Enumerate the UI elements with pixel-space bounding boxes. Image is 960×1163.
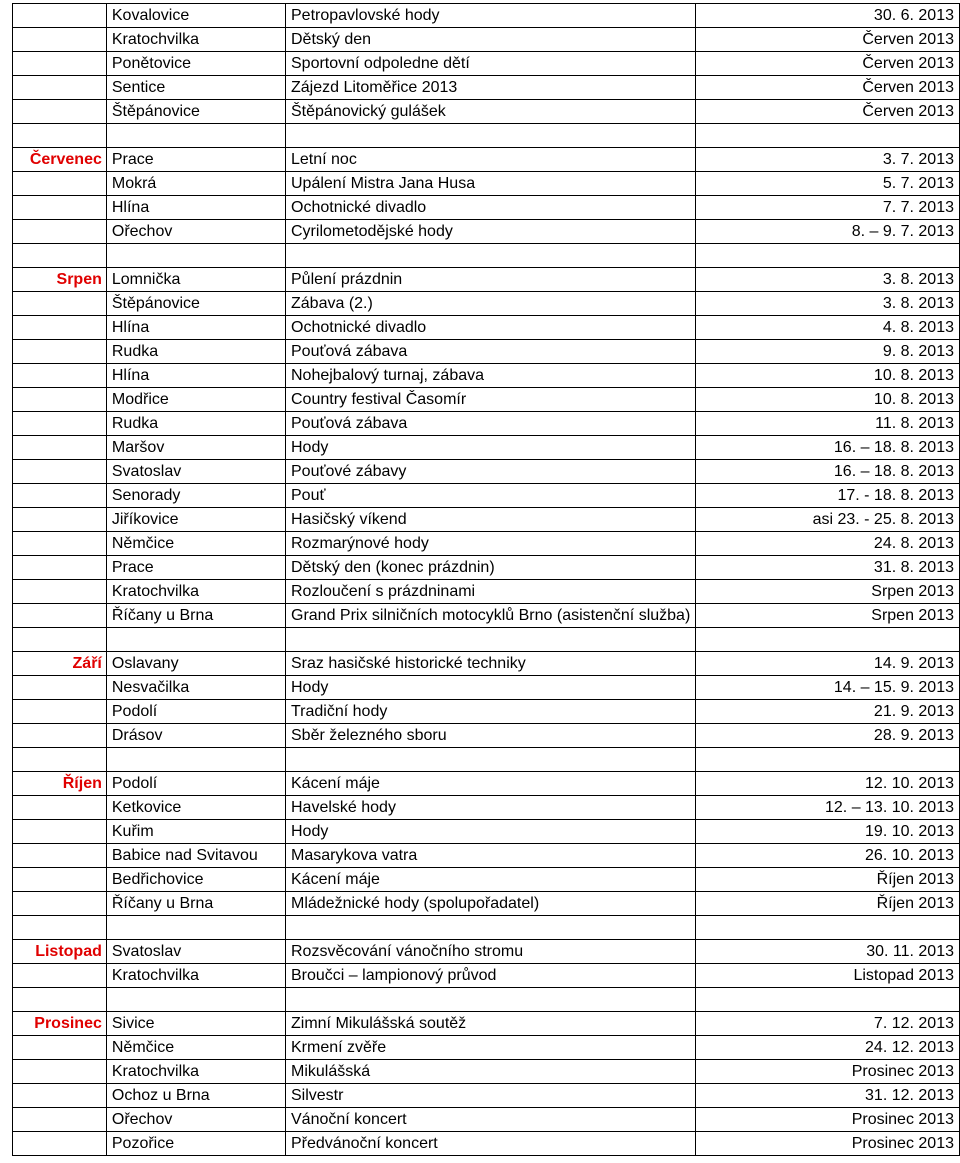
date-cell: 16. – 18. 8. 2013 (696, 436, 960, 460)
table-row (13, 100, 960, 124)
month-heading-cell: Září (13, 652, 107, 676)
date-cell: 7. 7. 2013 (696, 196, 960, 220)
event-cell (286, 244, 696, 268)
event-cell: Country festival Časomír (286, 388, 696, 412)
event-cell: Pouťová zábava (286, 340, 696, 364)
place-cell: Ořechov (106, 1108, 285, 1132)
event-cell: Rozloučení s prázdninami (286, 580, 696, 604)
place-cell: Lomnička (106, 268, 285, 292)
place-cell: Jiříkovice (106, 508, 285, 532)
table-row (13, 868, 960, 892)
table-row (13, 148, 960, 172)
date-cell: 24. 8. 2013 (696, 532, 960, 556)
table-row (13, 124, 960, 148)
place-cell (106, 988, 285, 1012)
date-cell: Srpen 2013 (696, 604, 960, 628)
month-heading-cell (13, 820, 107, 844)
place-cell: Oslavany (106, 652, 285, 676)
month-heading-cell: Prosinec (13, 1012, 107, 1036)
place-cell: Pozořice (106, 1132, 285, 1156)
date-cell: Červen 2013 (696, 28, 960, 52)
date-cell: 26. 10. 2013 (696, 844, 960, 868)
table-row (13, 4, 960, 28)
date-cell (696, 988, 960, 1012)
date-cell: 10. 8. 2013 (696, 388, 960, 412)
date-cell: 14. – 15. 9. 2013 (696, 676, 960, 700)
event-cell: Půlení prázdnin (286, 268, 696, 292)
month-heading-cell (13, 100, 107, 124)
date-cell: 30. 6. 2013 (696, 4, 960, 28)
event-cell: Ochotnické divadlo (286, 196, 696, 220)
event-cell (286, 748, 696, 772)
month-heading-cell (13, 964, 107, 988)
place-cell (106, 244, 285, 268)
place-cell: Kratochvilka (106, 964, 285, 988)
event-cell: Cyrilometodějské hody (286, 220, 696, 244)
date-cell: 3. 8. 2013 (696, 292, 960, 316)
event-cell (286, 988, 696, 1012)
date-cell: 24. 12. 2013 (696, 1036, 960, 1060)
date-cell (696, 244, 960, 268)
date-cell: Prosinec 2013 (696, 1108, 960, 1132)
month-heading-cell (13, 1132, 107, 1156)
event-cell (286, 916, 696, 940)
table-row (13, 892, 960, 916)
place-cell (106, 628, 285, 652)
table-row (13, 244, 960, 268)
event-cell (286, 628, 696, 652)
table-row (13, 196, 960, 220)
event-cell (286, 124, 696, 148)
date-cell: Červen 2013 (696, 76, 960, 100)
month-heading-cell (13, 676, 107, 700)
month-heading-cell (13, 724, 107, 748)
place-cell: Kovalovice (106, 4, 285, 28)
place-cell: Drásov (106, 724, 285, 748)
place-cell: Kratochvilka (106, 580, 285, 604)
table-row (13, 1036, 960, 1060)
event-cell: Kácení máje (286, 868, 696, 892)
place-cell: Senorady (106, 484, 285, 508)
month-heading-cell (13, 556, 107, 580)
month-heading-cell (13, 28, 107, 52)
event-cell: Rozsvěcování vánočního stromu (286, 940, 696, 964)
place-cell: Říčany u Brna (106, 892, 285, 916)
month-heading-cell (13, 508, 107, 532)
date-cell: 19. 10. 2013 (696, 820, 960, 844)
event-cell: Tradiční hody (286, 700, 696, 724)
place-cell: Kratochvilka (106, 1060, 285, 1084)
month-heading-cell (13, 844, 107, 868)
event-cell: Silvestr (286, 1084, 696, 1108)
event-cell: Hody (286, 820, 696, 844)
place-cell: Nesvačilka (106, 676, 285, 700)
place-cell: Prace (106, 148, 285, 172)
place-cell: Svatoslav (106, 940, 285, 964)
table-row (13, 772, 960, 796)
month-heading-cell (13, 628, 107, 652)
place-cell: Prace (106, 556, 285, 580)
table-row (13, 1012, 960, 1036)
month-heading-cell (13, 1084, 107, 1108)
place-cell: Modřice (106, 388, 285, 412)
event-cell: Pouť (286, 484, 696, 508)
month-heading-cell (13, 1060, 107, 1084)
place-cell: Babice nad Svitavou (106, 844, 285, 868)
date-cell: 21. 9. 2013 (696, 700, 960, 724)
place-cell: Sentice (106, 76, 285, 100)
month-heading-cell (13, 892, 107, 916)
event-cell: Grand Prix silničních motocyklů Brno (asistenční služba) (286, 604, 696, 628)
date-cell: Srpen 2013 (696, 580, 960, 604)
place-cell: Ochoz u Brna (106, 1084, 285, 1108)
table-row (13, 652, 960, 676)
month-heading-cell (13, 292, 107, 316)
month-heading-cell: Červenec (13, 148, 107, 172)
place-cell: Ponětovice (106, 52, 285, 76)
place-cell: Říčany u Brna (106, 604, 285, 628)
event-cell: Letní noc (286, 148, 696, 172)
date-cell: 7. 12. 2013 (696, 1012, 960, 1036)
date-cell: 16. – 18. 8. 2013 (696, 460, 960, 484)
event-cell: Hody (286, 676, 696, 700)
month-heading-cell (13, 988, 107, 1012)
date-cell: 28. 9. 2013 (696, 724, 960, 748)
month-heading-cell (13, 700, 107, 724)
table-row (13, 388, 960, 412)
event-cell: Pouťová zábava (286, 412, 696, 436)
table-row (13, 220, 960, 244)
event-cell: Havelské hody (286, 796, 696, 820)
event-cell: Hody (286, 436, 696, 460)
table-row (13, 580, 960, 604)
table-row (13, 532, 960, 556)
event-cell: Štěpánovický gulášek (286, 100, 696, 124)
month-heading-cell (13, 412, 107, 436)
date-cell: asi 23. - 25. 8. 2013 (696, 508, 960, 532)
month-heading-cell (13, 460, 107, 484)
place-cell: Ketkovice (106, 796, 285, 820)
month-heading-cell (13, 580, 107, 604)
place-cell: Ořechov (106, 220, 285, 244)
date-cell: 12. – 13. 10. 2013 (696, 796, 960, 820)
table-row (13, 340, 960, 364)
event-cell: Mikulášská (286, 1060, 696, 1084)
date-cell: 3. 8. 2013 (696, 268, 960, 292)
event-cell: Mládežnické hody (spolupořadatel) (286, 892, 696, 916)
date-cell (696, 628, 960, 652)
table-row (13, 748, 960, 772)
date-cell: 5. 7. 2013 (696, 172, 960, 196)
date-cell: Říjen 2013 (696, 892, 960, 916)
date-cell: 10. 8. 2013 (696, 364, 960, 388)
event-cell: Hasičský víkend (286, 508, 696, 532)
place-cell: Mokrá (106, 172, 285, 196)
event-cell: Zájezd Litoměřice 2013 (286, 76, 696, 100)
place-cell: Štěpánovice (106, 100, 285, 124)
place-cell: Němčice (106, 532, 285, 556)
table-row (13, 460, 960, 484)
table-row (13, 268, 960, 292)
event-cell: Ochotnické divadlo (286, 316, 696, 340)
date-cell: Červen 2013 (696, 52, 960, 76)
event-cell: Broučci – lampionový průvod (286, 964, 696, 988)
events-table-body (13, 4, 960, 1156)
place-cell: Kuřim (106, 820, 285, 844)
table-row (13, 1108, 960, 1132)
month-heading-cell (13, 796, 107, 820)
place-cell: Hlína (106, 364, 285, 388)
place-cell: Svatoslav (106, 460, 285, 484)
month-heading-cell (13, 364, 107, 388)
date-cell: 3. 7. 2013 (696, 148, 960, 172)
event-cell: Kácení máje (286, 772, 696, 796)
month-heading-cell: Říjen (13, 772, 107, 796)
event-cell: Sportovní odpoledne dětí (286, 52, 696, 76)
event-cell: Vánoční koncert (286, 1108, 696, 1132)
date-cell: 31. 8. 2013 (696, 556, 960, 580)
month-heading-cell (13, 1036, 107, 1060)
event-cell: Předvánoční koncert (286, 1132, 696, 1156)
events-table (12, 3, 960, 1156)
month-heading-cell (13, 172, 107, 196)
table-row (13, 28, 960, 52)
date-cell: 12. 10. 2013 (696, 772, 960, 796)
place-cell: Hlína (106, 316, 285, 340)
event-cell: Dětský den (konec prázdnin) (286, 556, 696, 580)
date-cell: Prosinec 2013 (696, 1060, 960, 1084)
table-row (13, 940, 960, 964)
date-cell: 17. - 18. 8. 2013 (696, 484, 960, 508)
month-heading-cell (13, 4, 107, 28)
place-cell: Němčice (106, 1036, 285, 1060)
date-cell (696, 124, 960, 148)
table-row (13, 1084, 960, 1108)
table-row (13, 412, 960, 436)
date-cell: 30. 11. 2013 (696, 940, 960, 964)
table-row (13, 316, 960, 340)
place-cell: Maršov (106, 436, 285, 460)
place-cell: Hlína (106, 196, 285, 220)
table-row (13, 988, 960, 1012)
date-cell: Listopad 2013 (696, 964, 960, 988)
place-cell: Sivice (106, 1012, 285, 1036)
table-row (13, 52, 960, 76)
place-cell (106, 748, 285, 772)
event-cell: Rozmarýnové hody (286, 532, 696, 556)
date-cell (696, 916, 960, 940)
event-cell: Nohejbalový turnaj, zábava (286, 364, 696, 388)
place-cell (106, 124, 285, 148)
table-row (13, 724, 960, 748)
table-row (13, 508, 960, 532)
month-heading-cell (13, 124, 107, 148)
date-cell: 9. 8. 2013 (696, 340, 960, 364)
event-cell: Sraz hasičské historické techniky (286, 652, 696, 676)
month-heading-cell (13, 868, 107, 892)
event-cell: Sběr železného sboru (286, 724, 696, 748)
month-heading-cell (13, 52, 107, 76)
month-heading-cell (13, 604, 107, 628)
month-heading-cell (13, 196, 107, 220)
place-cell: Bedřichovice (106, 868, 285, 892)
table-row (13, 844, 960, 868)
month-heading-cell (13, 244, 107, 268)
table-row (13, 1060, 960, 1084)
event-cell: Upálení Mistra Jana Husa (286, 172, 696, 196)
event-cell: Pouťové zábavy (286, 460, 696, 484)
table-row (13, 436, 960, 460)
event-cell: Petropavlovské hody (286, 4, 696, 28)
table-row (13, 556, 960, 580)
month-heading-cell (13, 436, 107, 460)
table-row (13, 1132, 960, 1156)
table-row (13, 916, 960, 940)
table-row (13, 676, 960, 700)
table-row (13, 604, 960, 628)
date-cell: Prosinec 2013 (696, 1132, 960, 1156)
month-heading-cell: Listopad (13, 940, 107, 964)
event-cell: Zimní Mikulášská soutěž (286, 1012, 696, 1036)
month-heading-cell (13, 76, 107, 100)
table-row (13, 700, 960, 724)
date-cell: 11. 8. 2013 (696, 412, 960, 436)
month-heading-cell (13, 388, 107, 412)
table-row (13, 484, 960, 508)
event-cell: Dětský den (286, 28, 696, 52)
month-heading-cell (13, 916, 107, 940)
date-cell: Říjen 2013 (696, 868, 960, 892)
place-cell: Štěpánovice (106, 292, 285, 316)
month-heading-cell (13, 484, 107, 508)
table-row (13, 796, 960, 820)
event-cell: Krmení zvěře (286, 1036, 696, 1060)
date-cell: 4. 8. 2013 (696, 316, 960, 340)
date-cell: 8. – 9. 7. 2013 (696, 220, 960, 244)
place-cell: Podolí (106, 772, 285, 796)
date-cell: Červen 2013 (696, 100, 960, 124)
month-heading-cell (13, 220, 107, 244)
table-row (13, 820, 960, 844)
event-cell: Zábava (2.) (286, 292, 696, 316)
month-heading-cell (13, 316, 107, 340)
place-cell: Podolí (106, 700, 285, 724)
table-row (13, 364, 960, 388)
place-cell: Rudka (106, 340, 285, 364)
place-cell (106, 916, 285, 940)
date-cell: 14. 9. 2013 (696, 652, 960, 676)
table-row (13, 172, 960, 196)
month-heading-cell: Srpen (13, 268, 107, 292)
month-heading-cell (13, 340, 107, 364)
event-cell: Masarykova vatra (286, 844, 696, 868)
table-row (13, 76, 960, 100)
table-row (13, 628, 960, 652)
table-row (13, 964, 960, 988)
month-heading-cell (13, 532, 107, 556)
place-cell: Kratochvilka (106, 28, 285, 52)
date-cell (696, 748, 960, 772)
month-heading-cell (13, 1108, 107, 1132)
place-cell: Rudka (106, 412, 285, 436)
date-cell: 31. 12. 2013 (696, 1084, 960, 1108)
table-row (13, 292, 960, 316)
month-heading-cell (13, 748, 107, 772)
